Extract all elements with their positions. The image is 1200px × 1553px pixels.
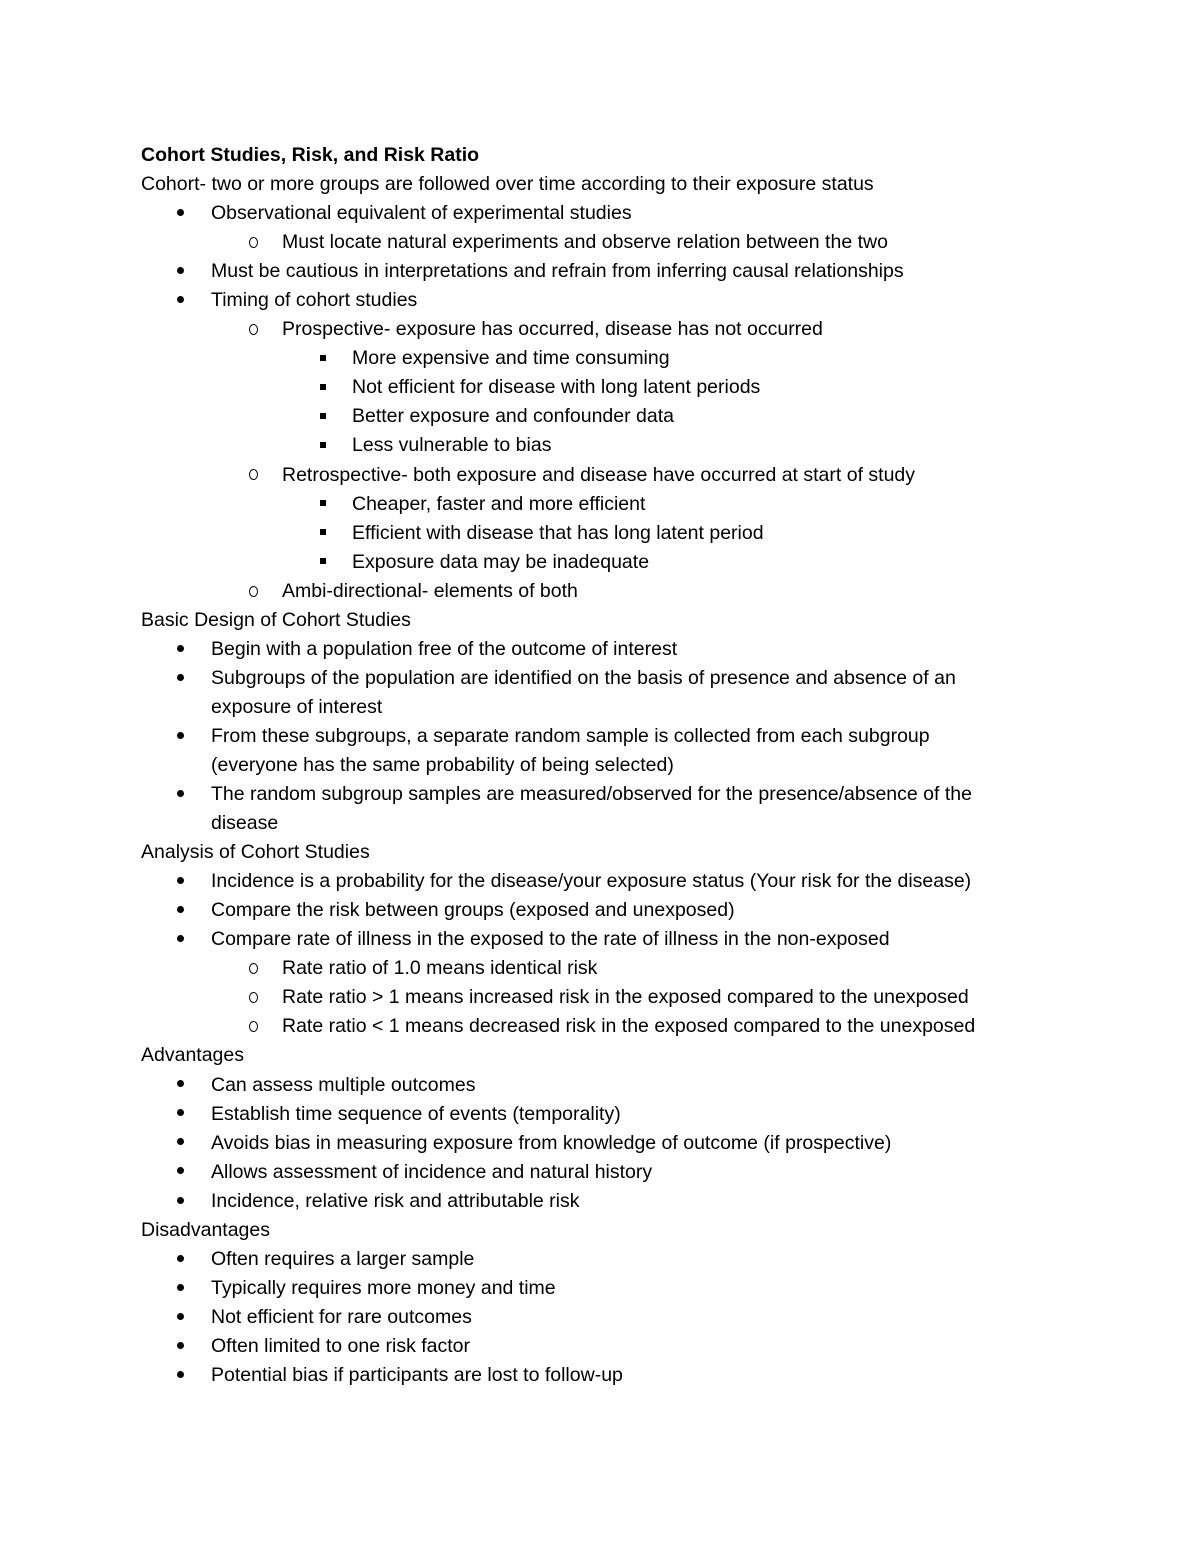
bullet-circle-icon [245,954,261,983]
list-item-continuation [0,809,1200,838]
list-item-text: Timing of cohort studies [211,289,418,312]
list-item-text: Retrospective- both exposure and disease have occurred at start of study [282,463,916,486]
list-item-text: Can assess multiple outcomes [211,1073,476,1096]
list-item [0,519,1200,548]
bullet-dot-icon [172,896,188,925]
list-item-text: Observational equivalent of experimental studies [211,202,632,225]
bullet-dot-icon [172,1071,188,1100]
list-item [0,722,1200,751]
bullet-dot-icon [172,257,188,286]
list-item-text: Ambi-directional- elements of both [282,579,578,602]
list-item-text: Establish time sequence of events (temporality) [211,1102,621,1125]
bullet-dot-icon [172,1274,188,1303]
list-item-text: Begin with a population free of the outcome of interest [211,637,678,660]
document-page [0,141,1200,1390]
list-item-text: Less vulnerable to bias [352,434,552,457]
list-item-text: Often limited to one risk factor [211,1334,471,1357]
list-item [0,402,1200,431]
list-item-text: Compare rate of illness in the exposed to the rate of illness in the non-exposed [211,928,890,951]
list-item-text: Better exposure and confounder data [352,405,674,428]
list-item [0,315,1200,344]
list-item [0,490,1200,519]
bullet-square-icon [315,402,331,431]
bullet-dot-icon [172,867,188,896]
list-item [0,199,1200,228]
list-item-text: Cheaper, faster and more efficient [352,492,646,515]
bullet-circle-icon [245,983,261,1012]
list-item-text: Subgroups of the population are identified on the basis of presence and absence of an [211,666,956,689]
list-item-text: Potential bias if participants are lost to follow-up [211,1363,623,1386]
list-item-text: Must be cautious in interpretations and refrain from inferring causal relationships [211,260,904,283]
bullet-square-icon [315,519,331,548]
list-item [0,1071,1200,1100]
list-item-text: Rate ratio > 1 means increased risk in the exposed compared to the unexposed [282,986,969,1009]
list-item-text: Not efficient for rare outcomes [211,1305,472,1328]
document-title-line [0,141,1200,170]
list-item-text: Often requires a larger sample [211,1247,475,1270]
list-item-text: Prospective- exposure has occurred, disease has not occurred [282,318,823,341]
list-item [0,1361,1200,1390]
bullet-circle-icon [245,1012,261,1041]
list-item [0,344,1200,373]
list-item [0,257,1200,286]
section-heading: Basic Design of Cohort Studies [141,608,411,631]
list-item-text: Incidence, relative risk and attributable risk [211,1189,580,1212]
list-item [0,1012,1200,1041]
list-item-text: Compare the risk between groups (exposed and unexposed) [211,899,735,922]
bullet-square-icon [315,490,331,519]
list-item-text: Allows assessment of incidence and natural history [211,1160,653,1183]
section-heading-analysis [0,838,1200,867]
list-item [0,1158,1200,1187]
bullet-dot-icon [172,1245,188,1274]
bullet-square-icon [315,344,331,373]
bullet-dot-icon [172,1129,188,1158]
bullet-dot-icon [172,1100,188,1129]
list-item-text: Efficient with disease that has long latent period [352,521,764,544]
list-item [0,1187,1200,1216]
cohort-definition: Cohort- two or more groups are followed over time according to their exposure status [141,173,874,196]
list-item [0,431,1200,460]
list-item-continuation [0,693,1200,722]
list-item-text: Rate ratio < 1 means decreased risk in the exposed compared to the unexposed [282,1015,976,1038]
list-item-continuation [0,751,1200,780]
list-item [0,1245,1200,1274]
bullet-circle-icon [245,461,261,490]
list-item-text: The random subgroup samples are measured/observed for the presence/absence of the [211,783,972,806]
list-item-text: Exposure data may be inadequate [352,550,650,573]
list-item [0,925,1200,954]
list-item [0,1129,1200,1158]
bullet-circle-icon [245,228,261,257]
list-item [0,954,1200,983]
list-item [0,664,1200,693]
section-heading: Analysis of Cohort Studies [141,841,370,864]
bullet-dot-icon [172,1158,188,1187]
list-item-text: Typically requires more money and time [211,1276,556,1299]
list-item [0,548,1200,577]
list-item-text: disease [211,812,279,835]
bullet-circle-icon [245,577,261,606]
list-item [0,373,1200,402]
bullet-dot-icon [172,1303,188,1332]
list-item [0,461,1200,490]
bullet-dot-icon [172,722,188,751]
bullet-dot-icon [172,1187,188,1216]
list-item-text: From these subgroups, a separate random sample is collected from each subgroup [211,724,930,747]
bullet-dot-icon [172,780,188,809]
list-item-text: Avoids bias in measuring exposure from knowledge of outcome (if prospective) [211,1131,892,1154]
list-item [0,286,1200,315]
list-item [0,867,1200,896]
list-item [0,577,1200,606]
list-item-text: exposure of interest [211,695,383,718]
list-item [0,780,1200,809]
list-item-text: Rate ratio of 1.0 means identical risk [282,957,598,980]
list-item-text: More expensive and time consuming [352,347,670,370]
section-heading-design [0,606,1200,635]
bullet-circle-icon [245,315,261,344]
section-heading-disadvantages [0,1216,1200,1245]
bullet-square-icon [315,373,331,402]
list-item [0,1303,1200,1332]
section-heading-advantages [0,1041,1200,1070]
list-item [0,1274,1200,1303]
bullet-square-icon [315,548,331,577]
bullet-dot-icon [172,1332,188,1361]
list-item-text: (everyone has the same probability of being selected) [211,753,674,776]
list-item [0,983,1200,1012]
document-title: Cohort Studies, Risk, and Risk Ratio [141,144,480,166]
list-item [0,635,1200,664]
section-heading: Advantages [141,1044,244,1067]
list-item [0,1100,1200,1129]
bullet-dot-icon [172,664,188,693]
bullet-dot-icon [172,1361,188,1390]
bullet-dot-icon [172,199,188,228]
bullet-dot-icon [172,635,188,664]
cohort-definition-line [0,170,1200,199]
bullet-dot-icon [172,925,188,954]
list-item-text: Incidence is a probability for the disease/your exposure status (Your risk for the disease) [211,870,972,893]
list-item [0,896,1200,925]
list-item-text: Must locate natural experiments and observe relation between the two [282,231,888,254]
list-item-text: Not efficient for disease with long latent periods [352,376,761,399]
list-item [0,228,1200,257]
bullet-dot-icon [172,286,188,315]
bullet-square-icon [315,431,331,460]
list-item [0,1332,1200,1361]
section-heading: Disadvantages [141,1218,270,1241]
